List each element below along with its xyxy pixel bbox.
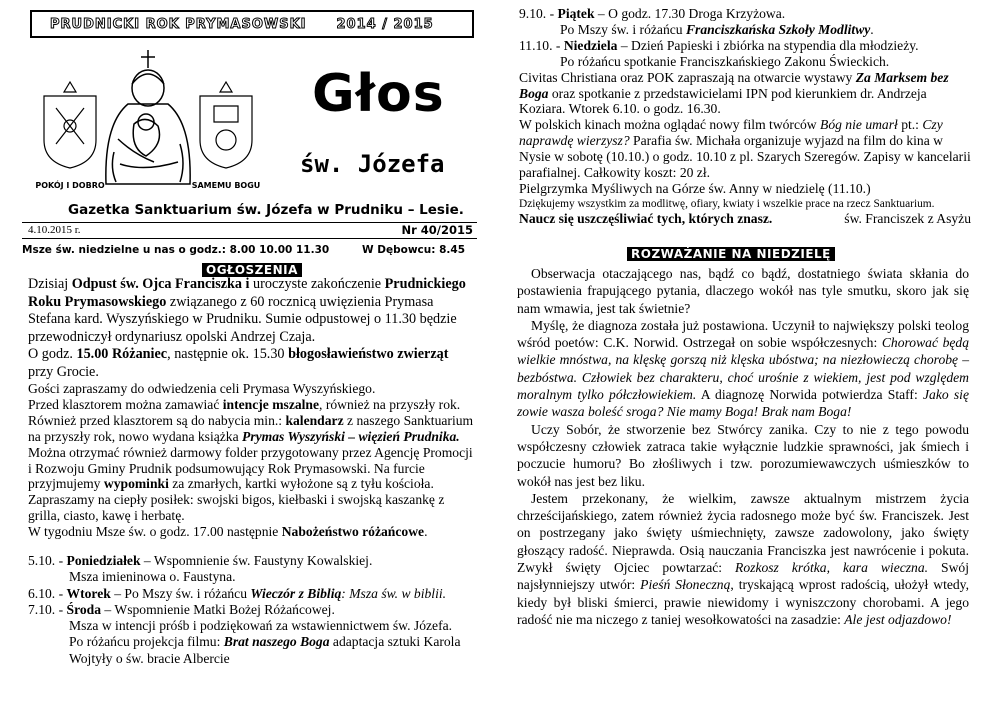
reflection-heading: ROZWAŻANIE NA NIEDZIELĘ — [627, 247, 835, 261]
announcement-paragraph: W tygodniu Msze św. o godz. 17.00 następnie Nabożeństwo różańcowe. — [28, 524, 428, 540]
newsletter-tagline: Gazetka Sanktuarium św. Józefa w Prudniku – Lesie. — [68, 202, 464, 218]
schedule-item: 7.10. - Środa – Wspomnienie Matki Bożej Różańcowej. — [28, 601, 335, 617]
announcements-body — [28, 276, 476, 540]
schedule-item: 9.10. - Piątek – O godz. 17.30 Droga Krzyżowa. — [519, 6, 786, 21]
issue-number: Nr 40/2015 — [401, 223, 473, 237]
reflection-paragraph: Obserwacja otaczającego nas, bądź co bądź, dostatniego świata skłania do postawienia frapującego pytania, dlaczego wokół nas tyle smutku, skoro jak się nam wmawia, jest tak świetnie? — [517, 266, 969, 316]
banner-right-text: 2014 / 2015 — [336, 16, 434, 32]
left-column — [22, 0, 477, 701]
mass-times — [22, 244, 477, 256]
schedule-item-detail: Msza w intencji próśb i podziękowań za wstawiennictwem św. Józefa. — [69, 618, 453, 634]
logo-right-caption: SAMEMU BOGU — [191, 181, 261, 190]
sanctuary-logo — [34, 44, 262, 202]
mass-times-debowiec: W Dębowcu: 8.45 — [362, 244, 465, 256]
announcement-paragraph: Dzisiaj Odpust św. Ojca Franciszka i uroczyste zakończenie Prudnickiego Roku Prymasowskiego związanego z 60 rocznicą uwięzienia Prymasa Stefana kard. Wyszyńskiego w Prudniku. Sumie odpustowej o 11.30 będzie przewodniczył ordynariusz opolski Andrzej Czaja. — [28, 276, 466, 345]
schedule-item-detail: Po Mszy św. i różańcu Franciszkańska Szkoły Modlitwy. — [560, 21, 874, 37]
announcement-paragraph: W polskich kinach można oglądać nowy film twórców Bóg nie umarł pt.: Czy naprawdę wierzysz? Parafia św. Michała organizuje wyjazd na film do kina w Nysie w sobotę (10.10.) o godz. 10.10 z pl. Szarych Szeregów. Zapisy w kancelarii parafialnej. Całkowity koszt: 20 zł. — [519, 117, 971, 181]
reflection-paragraph: Uczy Sobór, że stworzenie bez Stwórcy zanika. Czy to nie z tego powodu współczesny człowiek zatraca takie wyłącznie ludzkie sprawności, jak śmiech i poczucie humoru? Bo złośliwych i tzw. porozumiewawczych uśmieszków to wokół nas jest bez liku. — [517, 421, 969, 489]
reflection-paragraph: Myślę, że diagnoza została już postawiona. Uczynił to największy polski teolog wśród poetów: C.K. Norwid. Ostrzegał on sobie współczesnych: Chorować będą wielkie mnóstwa, na klęskę gorszą niż klęska ubóstwa; na niezłowieczą chorobę – bezbóstwa. Człowiek bez charakteru, choć urośnie z wiekiem, jest pod względem moralnym tylko półczłowiekiem. A diagnozę Norwida potwierdza Staff: Jako się zowie wasza boleść sroga? Nie mamy Boga! Brak nam Boga! — [517, 317, 970, 420]
header-banner — [30, 10, 474, 38]
quote-line — [519, 211, 971, 227]
announcement-paragraph: Przed klasztorem można zamawiać intencje mszalne, również na przyszły rok. Również przed klasztorem są do nabycia min.: kalendarz z naszego Sanktuarium na przyszły rok, nowo wydana książka Prymas Wyszyński – więzień Prudnika. Można otrzymać również darmowy folder przygotowany przez Agencję Promocji i Rozwoju Gminy Prudnik podsumowujący Rok Prymasowski. Na furcie przyjmujemy wypominki za zmarłych, kartki wyłożone są z tyłu kościoła. — [28, 396, 474, 492]
weekly-schedule — [28, 553, 476, 667]
thanks-note: Dziękujemy wszystkim za modlitwę, ofiary, kwiaty i wszelkie prace na rzecz Sanktuarium. — [519, 197, 935, 210]
schedule-item-detail: Po różańcu projekcja filmu: Brat naszego Boga adaptacja sztuki Karola Wojtyły o św. bracie Albercie — [69, 634, 461, 666]
schedule-item-detail: Po różańcu spotkanie Franciszkańskiego Zakonu Świeckich. — [560, 53, 890, 69]
announcement-paragraph: Zapraszamy na ciepły posiłek: swojski bigos, kiełbaski i swojską kaszankę z grilla, ciasto, kawę i herbatę. — [28, 492, 445, 524]
schedule-item-detail: Msza imieninowa o. Faustyna. — [69, 569, 236, 585]
mass-times-text: Msze św. niedzielne u nas o godz.: 8.00 10.00 11.30 — [22, 244, 330, 256]
schedule-item: 6.10. - Wtorek – Po Mszy św. i różańcu Wieczór z Biblią: Msza św. w biblii. — [28, 585, 447, 601]
issue-date: 4.10.2015 r. — [28, 224, 81, 236]
newsletter-title: Głos — [312, 64, 445, 124]
schedule-item: 11.10. - Niedziela – Dzień Papieski i zbiórka na stypendia dla młodzieży. — [519, 37, 919, 53]
reflection-body — [517, 265, 969, 628]
announcements-continued — [519, 6, 971, 227]
announcement-paragraph: Pielgrzymka Myśliwych na Górze św. Anny w niedzielę (11.10.) — [519, 180, 871, 196]
date-line — [22, 222, 477, 239]
newsletter-subtitle: św. Józefa — [300, 150, 445, 178]
quote-text: Naucz się uszczęśliwiać tych, których znasz. — [519, 210, 773, 226]
announcement-paragraph: O godz. 15.00 Różaniec, następnie ok. 15.30 błogosławieństwo zwierząt przy Grocie. — [28, 346, 449, 380]
announcement-paragraph: Civitas Christiana oraz POK zapraszają na otwarcie wystawy Za Marksem bez Boga oraz spotkanie z przedstawicielami IPN pod kierunkiem dr. Andrzeja Koziara. Wtorek 6.10. o godz. 16.30. — [519, 69, 949, 117]
announcement-paragraph: Gości zapraszamy do odwiedzenia celi Prymasa Wyszyńskiego. — [28, 381, 376, 396]
logo-left-caption: POKÓJ I DOBRO — [35, 181, 105, 190]
right-column — [511, 0, 970, 701]
reflection-paragraph: Jestem przekonany, że wielkim, zawsze aktualnym mistrzem życia chrześcijańskiego, zatem również życia radosnego może być św. Franciszek. Jest on postrzegany jako święty uśmiechnięty, zawsze zadowolony, jako święty głoszący radość. Nieprawda. Osią nauczania Franciszka jest nawrócenie i pokuta. Zwykł święty Ojciec powtarzać: Rozkosz krótka, kara wieczna. Swój najsłynniejszy utwór: Pieśń Słoneczną, tryskającą wprost radością, ułożył wtedy, kiedy był bliski śmierci, prawie niewidomy i wyniszczony chorobami. A jego radość nie ma niczego z taniej wesołkowatości na zasadzie: Ale jest odjazdowo! — [517, 490, 970, 627]
announcements-heading: OGŁOSZENIA — [202, 263, 302, 277]
schedule-item: 5.10. - Poniedziałek – Wspomnienie św. Faustyny Kowalskiej. — [28, 553, 373, 568]
quote-author: św. Franciszek z Asyżu — [844, 210, 971, 226]
banner-left-text: PRUDNICKI ROK PRYMASOWSKI — [50, 16, 307, 32]
